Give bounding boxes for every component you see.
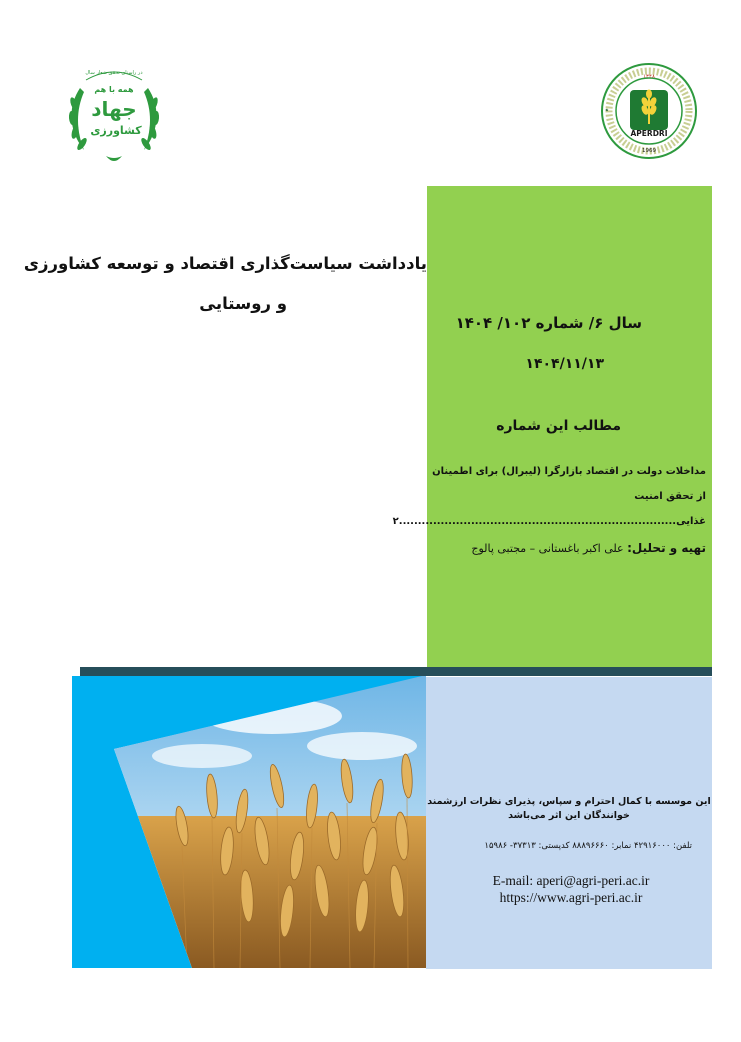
title-line-1: یادداشت سیاست‌گذاری اقتصاد و توسعه کشاورزی (23, 254, 427, 273)
email-address[interactable]: E-mail: aperi@agri-peri.ac.ir (492, 873, 650, 888)
volume-issue: سال ۶/ شماره ۱۰۲/ ۱۴۰۴ (455, 314, 642, 332)
authors-line (471, 541, 706, 555)
phone-info: تلفن: ۴۲۹۱۶۰۰۰ نمابر: ۸۸۸۹۶۶۶۰ کدپستی: ۳۷۳۱۳- ۱۵۹۸۶ (484, 841, 692, 851)
authors-label: تهیه و تحلیل: (627, 541, 706, 555)
document-title (23, 252, 427, 316)
toc-page-number: ۲ (392, 516, 399, 527)
logo-sub-text: کشاورزی (90, 124, 142, 137)
website-link[interactable]: https://www.agri-peri.ac.ir (499, 890, 643, 905)
feedback-note: این موسسه با کمال احترام و سپاس، پذیرای نظرات ارزشمند خوانندگان این اثر می‌باشد (427, 796, 711, 821)
issue-date: ۱۴۰۴/۱۱/۱۳ (525, 356, 604, 372)
logo-main-text: جهاد (91, 97, 137, 121)
logo-year-fa: ۱۳۴۸ (643, 74, 655, 80)
aperdri-logo (600, 62, 698, 160)
authors-names: علی اکبر باغستانی – مجتبی پالوج (471, 542, 624, 555)
logo-acronym: APERDRI (630, 129, 668, 138)
contact-panel (426, 677, 712, 969)
logo-top-text: همه با هم (94, 85, 134, 94)
jihad-keshavarzi-logo (62, 58, 166, 166)
issue-info-panel (392, 186, 712, 668)
title-line-2: و روستایی (199, 294, 287, 313)
wheat-field-image (72, 676, 426, 968)
toc-entry-title: مداخلات دولت در اقتصاد بازارگرا (لیبرال) برای اطمینان از تحقق امنیت غذایی......................................................................... (398, 466, 706, 527)
logo-year-en: 1969 (642, 148, 656, 154)
divider-band (80, 667, 712, 676)
logo-arc-text: در راستای تحقق شعار سال (85, 70, 143, 76)
toc-entry (392, 459, 706, 534)
contents-heading: مطالب این شماره (496, 418, 621, 434)
logo-ring-text: e (603, 108, 610, 112)
